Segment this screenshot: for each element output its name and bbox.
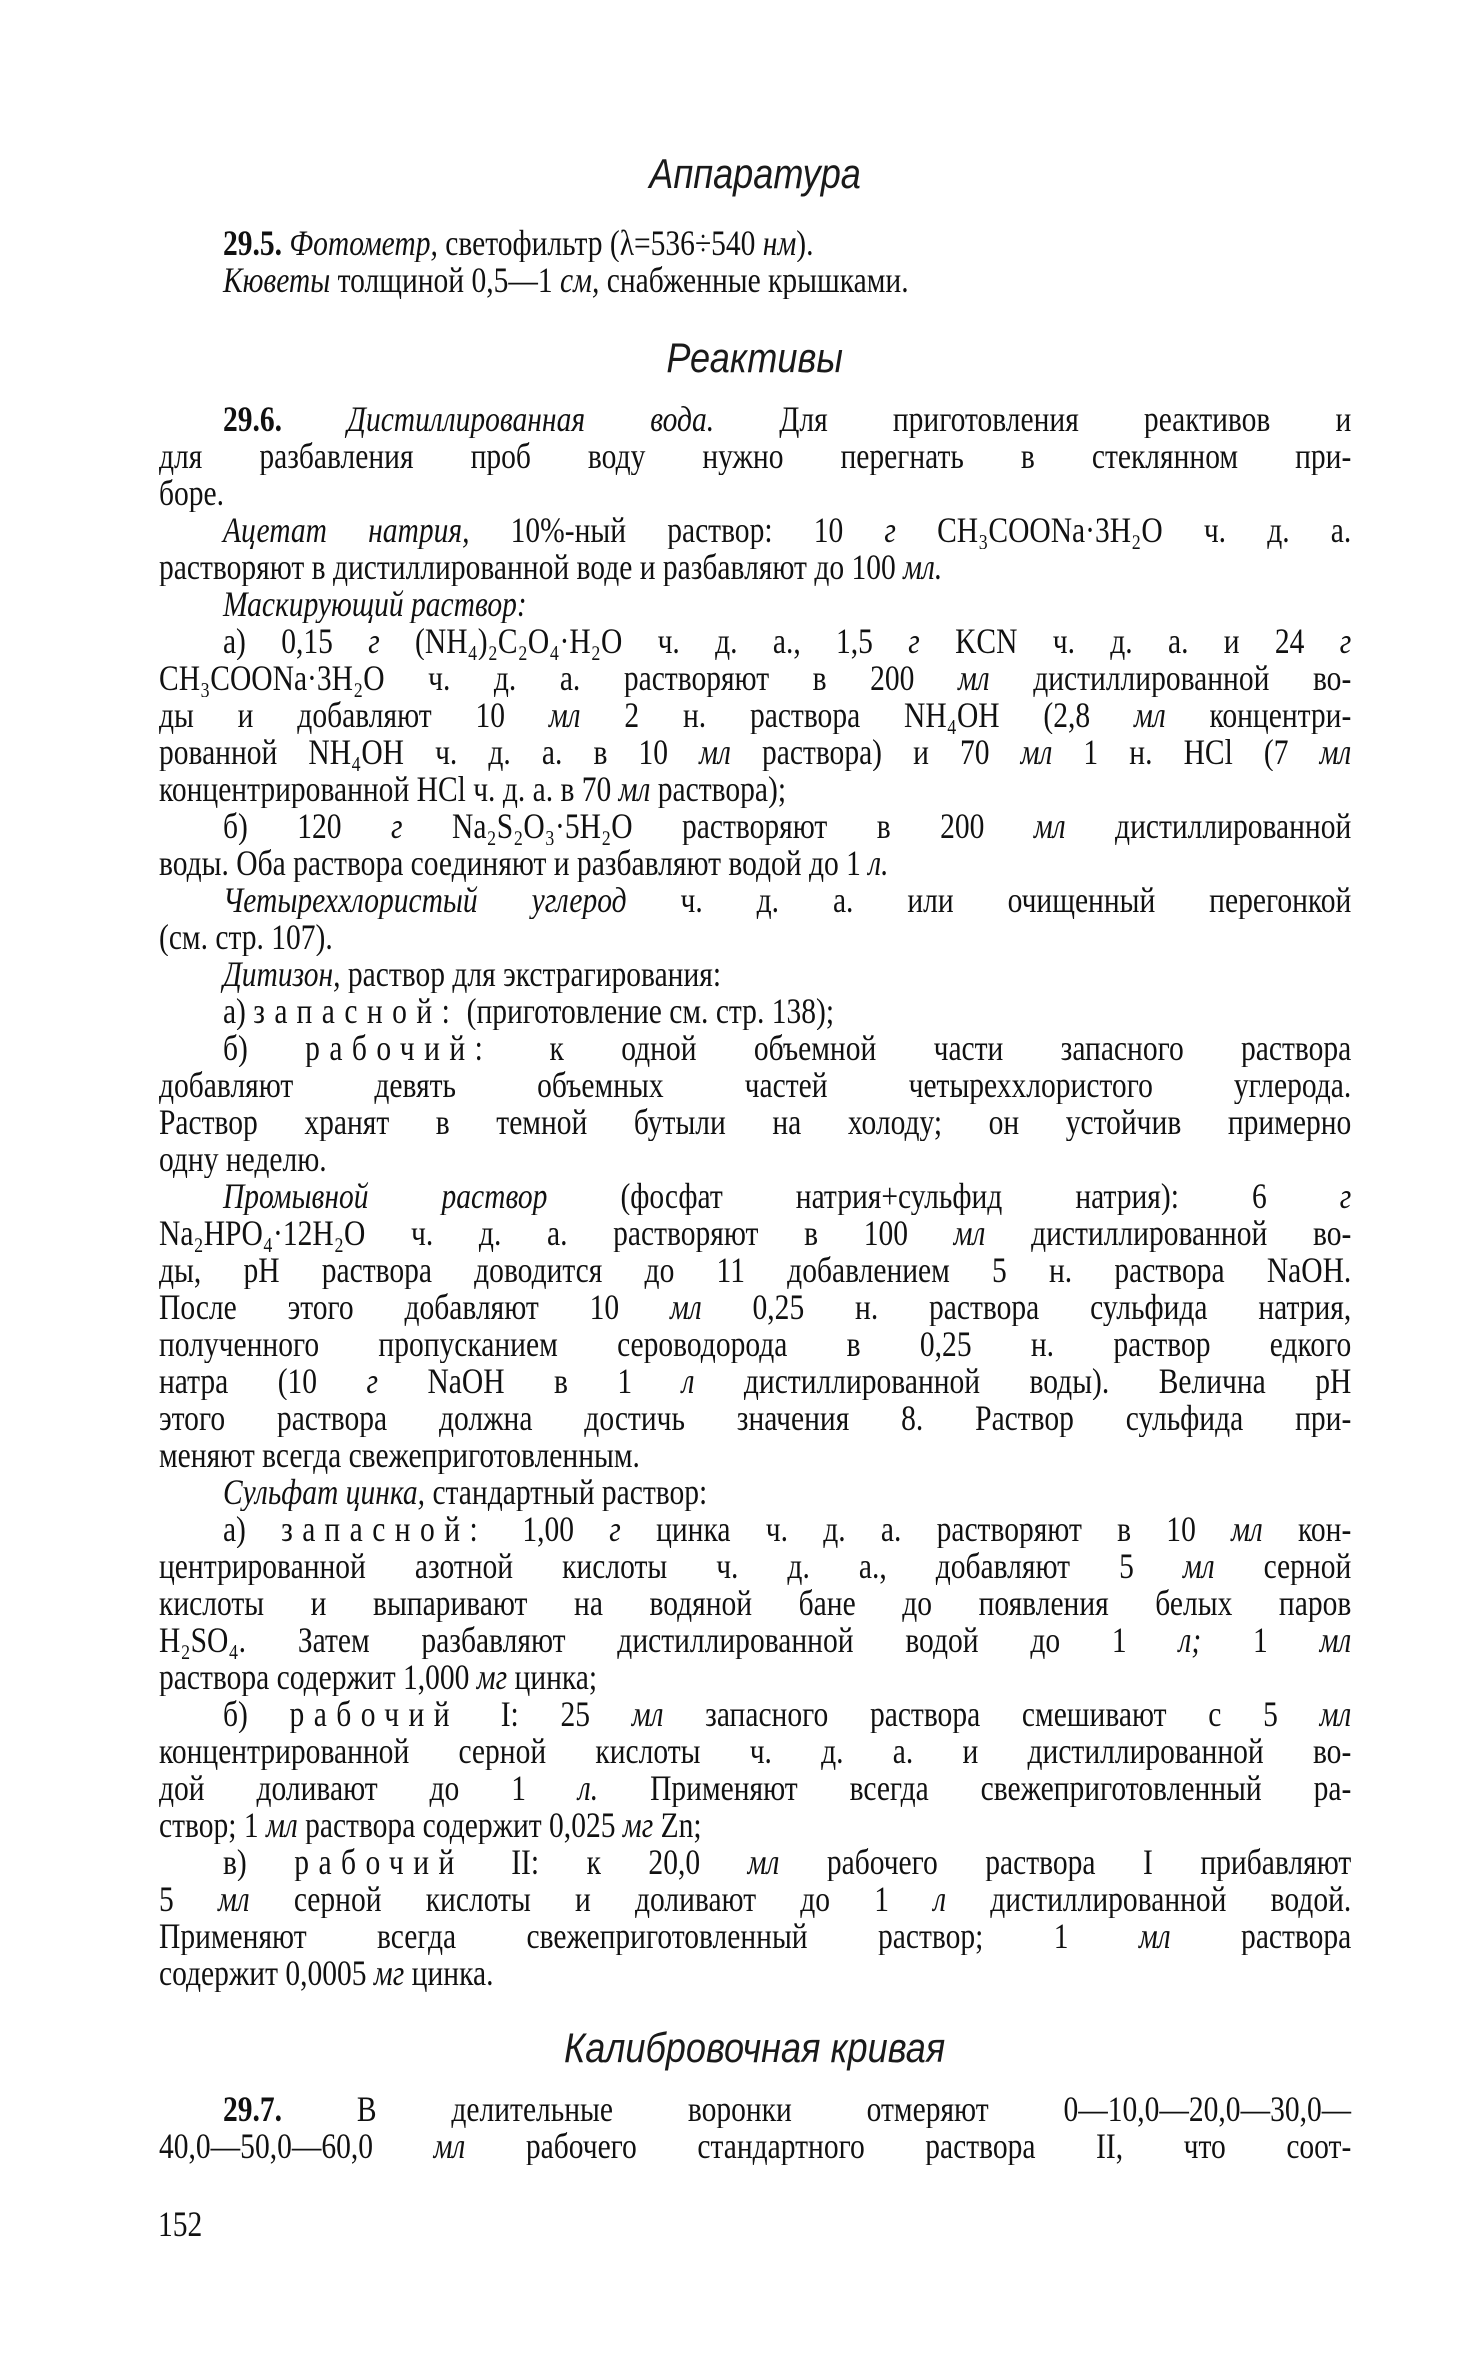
text-run: цинка ч. д. а. растворяют в 10 [620, 1511, 1232, 1548]
text-run: концентри- [1165, 697, 1352, 734]
text-line-wrap [159, 512, 1351, 549]
paragraph [159, 225, 1351, 262]
text-run: дистиллированной [1065, 808, 1352, 845]
text-line [159, 1437, 1351, 1474]
text-run: CH₃COONa·3H₂O ч. д. а. [895, 512, 1352, 549]
text-line [159, 734, 1351, 771]
italic-text-run: мл [433, 2128, 466, 2165]
italic-text-run: мл [670, 1289, 702, 1326]
text-run: H₂SO₄. Затем разбавляют дистиллированной водой до 1 [159, 1622, 1179, 1659]
section-heading [159, 333, 1351, 383]
text-line [159, 956, 1351, 993]
text-line [159, 2091, 1351, 2128]
text-run: добавляют девять объемных частей четыреххлористого углерода. [159, 1067, 1352, 1104]
text-run: растворяют в дистиллированной воде и разбавляют до 100 [159, 549, 904, 586]
text-run: стандартный раствор: [425, 1474, 708, 1511]
text-line-wrap [159, 1955, 1351, 1992]
text-run: дой доливают до 1 [159, 1770, 578, 1807]
text-line-wrap [159, 1104, 1351, 1141]
italic-text-run: мл [747, 1844, 780, 1881]
text-line [159, 1844, 1351, 1881]
paragraph [159, 262, 1351, 299]
text-line [159, 1733, 1351, 1770]
italic-text-run: мл [631, 1696, 664, 1733]
text-run: концентрированной HCl ч. д. а. в 70 [159, 771, 619, 808]
text-run: этого раствора должна достичь значения 8. Раствор сульфида при- [159, 1400, 1352, 1437]
italic-text-run: мл [1020, 734, 1053, 771]
text-run: толщиной 0,5—1 [330, 262, 561, 299]
italic-text-run: Дитизон, [222, 956, 341, 993]
text-run: а) [222, 1511, 282, 1548]
text-run: II: к 20,0 [463, 1844, 748, 1881]
italic-text-run: Дистиллированная вода. [347, 401, 715, 438]
text-line-wrap [159, 1363, 1351, 1400]
text-line [159, 262, 1351, 299]
italic-text-run: г [884, 512, 896, 549]
text-run: а) 0,15 [222, 623, 369, 660]
italic-text-run: Ацетат натрия, [222, 512, 470, 549]
text-line-wrap [159, 1141, 1351, 1178]
text-line-wrap [159, 438, 1351, 475]
text-run: а) [222, 993, 254, 1030]
text-line [159, 1178, 1351, 1215]
text-line-wrap [159, 225, 1351, 262]
text-line-wrap [159, 475, 1351, 512]
text-run: Применяют всегда свежеприготовленный раствор; 1 [159, 1918, 1139, 1955]
italic-text-run: г [366, 1363, 379, 1400]
text-line-wrap [159, 1252, 1351, 1289]
text-line-wrap [159, 1844, 1351, 1881]
text-line [159, 2128, 1351, 2165]
text-line [159, 1289, 1351, 1326]
section-number: 29.6. [222, 401, 282, 438]
italic-text-run: г [1339, 1178, 1352, 1215]
text-run: снабженные крышками. [599, 262, 909, 299]
text-line [159, 475, 1351, 512]
text-line-wrap [159, 1030, 1351, 1067]
text-run [282, 401, 347, 438]
text-run: раствора); [650, 771, 787, 808]
text-line-wrap [159, 549, 1351, 586]
text-run: В делительные воронки отмеряют 0—10,0—20,0—30,0— [282, 2091, 1352, 2128]
text-line-wrap [159, 808, 1351, 845]
section-apparatus [159, 149, 1351, 299]
text-run: 5 [159, 1881, 218, 1918]
italic-text-run: Промывной раствор [222, 1178, 548, 1215]
text-run: содержит 0,0005 [159, 1955, 374, 1992]
paragraph [159, 1178, 1351, 1474]
text-run: воды. Оба раствора соединяют и разбавляют водой до 1 [159, 845, 869, 882]
text-run: 40,0—50,0—60,0 [159, 2128, 434, 2165]
text-line-wrap [159, 1733, 1351, 1770]
text-run: (приготовление см. стр. 138); [459, 993, 835, 1030]
text-line-wrap [159, 1178, 1351, 1215]
text-run: цинка. [404, 1955, 494, 1992]
italic-text-run: л [933, 1881, 947, 1918]
text-run: ды и добавляют 10 [159, 697, 549, 734]
text-run: раствора содержит 0,025 [297, 1807, 623, 1844]
spaced-text-run: запасной: [253, 993, 460, 1030]
text-line [159, 1696, 1351, 1733]
text-line [159, 1400, 1351, 1437]
text-run: Для приготовления реактивов и [714, 401, 1352, 438]
text-line-wrap [159, 1511, 1351, 1548]
text-line-wrap [159, 1289, 1351, 1326]
text-line [159, 623, 1351, 660]
text-line [159, 1770, 1351, 1807]
section-heading [159, 2023, 1351, 2073]
text-run: дистиллированной во- [985, 1215, 1352, 1252]
italic-text-run: г [609, 1511, 621, 1548]
paragraph [159, 512, 1351, 586]
italic-text-run: мл [953, 1215, 986, 1252]
text-line [159, 549, 1351, 586]
text-run: к одной объемной части запасного раствора [492, 1030, 1352, 1067]
paragraph [159, 882, 1351, 956]
paragraph [159, 1474, 1351, 1511]
spaced-text-run: рабочий [294, 1844, 464, 1881]
text-run: кон- [1262, 1511, 1352, 1548]
text-line-wrap [159, 660, 1351, 697]
text-line-wrap [159, 1400, 1351, 1437]
text-line-wrap [159, 1622, 1351, 1659]
italic-text-run: нм [762, 225, 797, 262]
paragraph [159, 956, 1351, 993]
text-line [159, 697, 1351, 734]
text-run: I: 25 [458, 1696, 632, 1733]
text-line-wrap [159, 919, 1351, 956]
text-line-wrap [159, 1585, 1351, 1622]
text-run: Раствор хранят в темной бутыли на холоду; он устойчив примерно [159, 1104, 1352, 1141]
section-calibration-curve [159, 2023, 1351, 2165]
text-run: одну неделю. [159, 1141, 327, 1178]
text-line [159, 401, 1351, 438]
paragraph [159, 623, 1351, 808]
text-line [159, 586, 1351, 623]
spaced-text-run: запасной: [281, 1511, 488, 1548]
spaced-text-run: рабочий [289, 1696, 459, 1733]
text-run: в) [222, 1844, 295, 1881]
text-line-wrap [159, 1215, 1351, 1252]
text-line [159, 1807, 1351, 1844]
text-run: дистиллированной во- [989, 660, 1352, 697]
text-line [159, 1622, 1351, 1659]
text-run: полученного пропусканием сероводорода в 0,25 н. раствор едкого [159, 1326, 1352, 1363]
text-line-wrap [159, 1437, 1351, 1474]
text-line [159, 225, 1351, 262]
text-run: раствора содержит 1,000 [159, 1659, 477, 1696]
text-line [159, 1252, 1351, 1289]
text-line-wrap [159, 956, 1351, 993]
text-run: 2 н. раствора NH₄OH (2,8 [580, 697, 1134, 734]
text-line [159, 1215, 1351, 1252]
italic-text-run: Маскирующий раствор: [222, 586, 527, 623]
italic-text-run: г [368, 623, 380, 660]
text-line [159, 1659, 1351, 1696]
text-line-wrap [159, 1474, 1351, 1511]
text-line [159, 919, 1351, 956]
italic-text-run: мг [476, 1659, 508, 1696]
text-line-wrap [159, 1067, 1351, 1104]
text-line-wrap [159, 697, 1351, 734]
italic-text-run: мл [1231, 1511, 1263, 1548]
text-line [159, 1326, 1351, 1363]
section-number: 29.5. [222, 225, 282, 262]
text-line-wrap [159, 1918, 1351, 1955]
text-run: концентрированной серной кислоты ч. д. а. и дистиллированной во- [159, 1733, 1352, 1770]
italic-text-run: Сульфат цинка, [222, 1474, 426, 1511]
text-run: 1 н. HCl (7 [1052, 734, 1320, 771]
section-number: 29.7. [222, 2091, 282, 2128]
italic-text-run: мл [1319, 734, 1352, 771]
text-line [159, 1030, 1351, 1067]
paragraph [159, 2091, 1351, 2165]
text-line-wrap [159, 2128, 1351, 2165]
paragraph [159, 1511, 1351, 1696]
italic-text-run: мг [373, 1955, 405, 1992]
italic-text-run: г [908, 623, 920, 660]
text-line [159, 808, 1351, 845]
text-run: CH₃COONa·3H₂O ч. д. а. растворяют в 200 [159, 660, 958, 697]
text-run: ды, pH раствора доводится до 11 добавлением 5 н. раствора NaOH. [159, 1252, 1352, 1289]
page-number: 152 [158, 2204, 203, 2244]
text-run: для разбавления проб воду нужно перегнать в стеклянном при- [159, 438, 1352, 475]
text-line-wrap [159, 586, 1351, 623]
section-heading [159, 149, 1351, 199]
text-line [159, 1585, 1351, 1622]
italic-text-run: мл [1319, 1696, 1352, 1733]
text-line [159, 1881, 1351, 1918]
text-run: дистиллированной воды). Велична pH [694, 1363, 1352, 1400]
text-run: центрированной азотной кислоты ч. д. а., добавляют 5 [159, 1548, 1183, 1585]
text-line-wrap [159, 771, 1351, 808]
text-run: боре. [159, 475, 225, 512]
text-run: створ; 1 [159, 1807, 266, 1844]
text-line-wrap [159, 1326, 1351, 1363]
text-line-wrap [159, 623, 1351, 660]
italic-text-run: г [1339, 623, 1352, 660]
text-run: б) 120 [222, 808, 392, 845]
text-line-wrap [159, 401, 1351, 438]
text-run: 0,25 н. раствора сульфида натрия, [701, 1289, 1352, 1326]
paragraph [159, 1030, 1351, 1178]
text-run: серной [1214, 1548, 1352, 1585]
paragraph [159, 401, 1351, 512]
text-line-wrap [159, 262, 1351, 299]
italic-text-run: мл [1138, 1918, 1171, 1955]
paragraph [159, 1696, 1351, 1844]
text-run: раствор для экстрагирования: [340, 956, 722, 993]
italic-text-run: см, [560, 262, 600, 299]
text-line [159, 1955, 1351, 1992]
text-run: натра (10 [159, 1363, 367, 1400]
italic-text-run: л. [577, 1770, 599, 1807]
text-run: рабочего стандартного раствора II, что соот- [465, 2128, 1352, 2165]
italic-text-run: мл [618, 771, 651, 808]
text-run: цинка; [507, 1659, 598, 1696]
italic-text-run: мл [265, 1807, 298, 1844]
text-run: ч. д. а. или очищенный перегонкой [626, 882, 1352, 919]
text-run: Zn; [653, 1807, 702, 1844]
text-run: NaOH в 1 [378, 1363, 682, 1400]
text-line-wrap [159, 1881, 1351, 1918]
italic-text-run: мл [1033, 808, 1066, 845]
italic-text-run: мл. [903, 549, 943, 586]
italic-text-run: мл [1319, 1622, 1352, 1659]
text-run: 1,00 [487, 1511, 610, 1548]
text-run: рованной NH₄OH ч. д. а. в 10 [159, 734, 700, 771]
text-line [159, 1067, 1351, 1104]
italic-text-run: Четыреххлористый углерод [222, 882, 627, 919]
text-run: меняют всегда свежеприготовленным. [159, 1437, 640, 1474]
text-line-wrap [159, 734, 1351, 771]
text-run: б) [222, 1030, 306, 1067]
text-run: После этого добавляют 10 [159, 1289, 671, 1326]
text-line-wrap [159, 1659, 1351, 1696]
text-run: б) [222, 1696, 290, 1733]
text-line-wrap [159, 2091, 1351, 2128]
text-run: рабочего раствора I прибавляют [779, 1844, 1352, 1881]
text-line [159, 438, 1351, 475]
text-line-wrap [159, 1807, 1351, 1844]
text-run: (см. стр. 107). [159, 919, 333, 956]
text-run: светофильтр (λ=536÷540 [437, 225, 763, 262]
text-run: раствора) и 70 [730, 734, 1021, 771]
text-run: KCN ч. д. а. и 24 [919, 623, 1340, 660]
italic-text-run: л [681, 1363, 695, 1400]
text-run: ). [796, 225, 814, 262]
text-run: запасного раствора смешивают с 5 [663, 1696, 1320, 1733]
paragraph [159, 1844, 1351, 1992]
italic-text-run: мл [548, 697, 581, 734]
text-line-wrap [159, 1770, 1351, 1807]
text-line [159, 993, 1351, 1030]
text-line-wrap [159, 1696, 1351, 1733]
section-heading-text: Калибровочная кривая [564, 2024, 946, 2071]
italic-text-run: мл [699, 734, 731, 771]
spaced-text-run: рабочий: [305, 1030, 493, 1067]
text-line [159, 1548, 1351, 1585]
text-line [159, 1474, 1351, 1511]
italic-text-run: мл [957, 660, 990, 697]
text-run: серной кислоты и доливают до 1 [249, 1881, 934, 1918]
text-line [159, 1104, 1351, 1141]
text-line-wrap [159, 1548, 1351, 1585]
italic-text-run: мг [622, 1807, 654, 1844]
text-run: кислоты и выпаривают на водяной бане до появления белых паров [159, 1585, 1352, 1622]
italic-text-run: мл [217, 1881, 250, 1918]
text-line [159, 1511, 1351, 1548]
section-reagents [159, 333, 1351, 1992]
italic-text-run: л; [1178, 1622, 1202, 1659]
text-line-wrap [159, 845, 1351, 882]
text-line-wrap [159, 882, 1351, 919]
section-heading-text: Аппаратура [649, 150, 861, 197]
paragraph [159, 808, 1351, 882]
italic-text-run: мл [1182, 1548, 1215, 1585]
text-line [159, 1363, 1351, 1400]
text-line [159, 512, 1351, 549]
italic-text-run: Фотометр, [289, 225, 438, 262]
text-line [159, 660, 1351, 697]
text-run [282, 225, 289, 262]
text-line [159, 1918, 1351, 1955]
text-run: Применяют всегда свежеприготовленный ра- [598, 1770, 1352, 1807]
paragraph [159, 586, 1351, 623]
text-line [159, 771, 1351, 808]
text-line-wrap [159, 993, 1351, 1030]
section-heading-text: Реактивы [666, 334, 844, 381]
italic-text-run: мл [1133, 697, 1166, 734]
text-run: раствора [1170, 1918, 1352, 1955]
text-line [159, 1141, 1351, 1178]
text-line [159, 882, 1351, 919]
text-run: 10%-ный раствор: 10 [469, 512, 885, 549]
italic-text-run: Кюветы [222, 262, 331, 299]
text-run: (NH₄)₂C₂O₄·H₂O ч. д. а., 1,5 [379, 623, 909, 660]
italic-text-run: г [391, 808, 403, 845]
text-line [159, 845, 1351, 882]
text-run: 1 [1201, 1622, 1320, 1659]
text-run: Na₂S₂O₃·5H₂O растворяют в 200 [402, 808, 1034, 845]
paragraph [159, 993, 1351, 1030]
italic-text-run: л. [868, 845, 889, 882]
text-run: Na₂HPO₄·12H₂O ч. д. а. растворяют в 100 [159, 1215, 954, 1252]
text-run: дистиллированной водой. [946, 1881, 1352, 1918]
text-run: (фосфат натрия+сульфид натрия): 6 [547, 1178, 1340, 1215]
